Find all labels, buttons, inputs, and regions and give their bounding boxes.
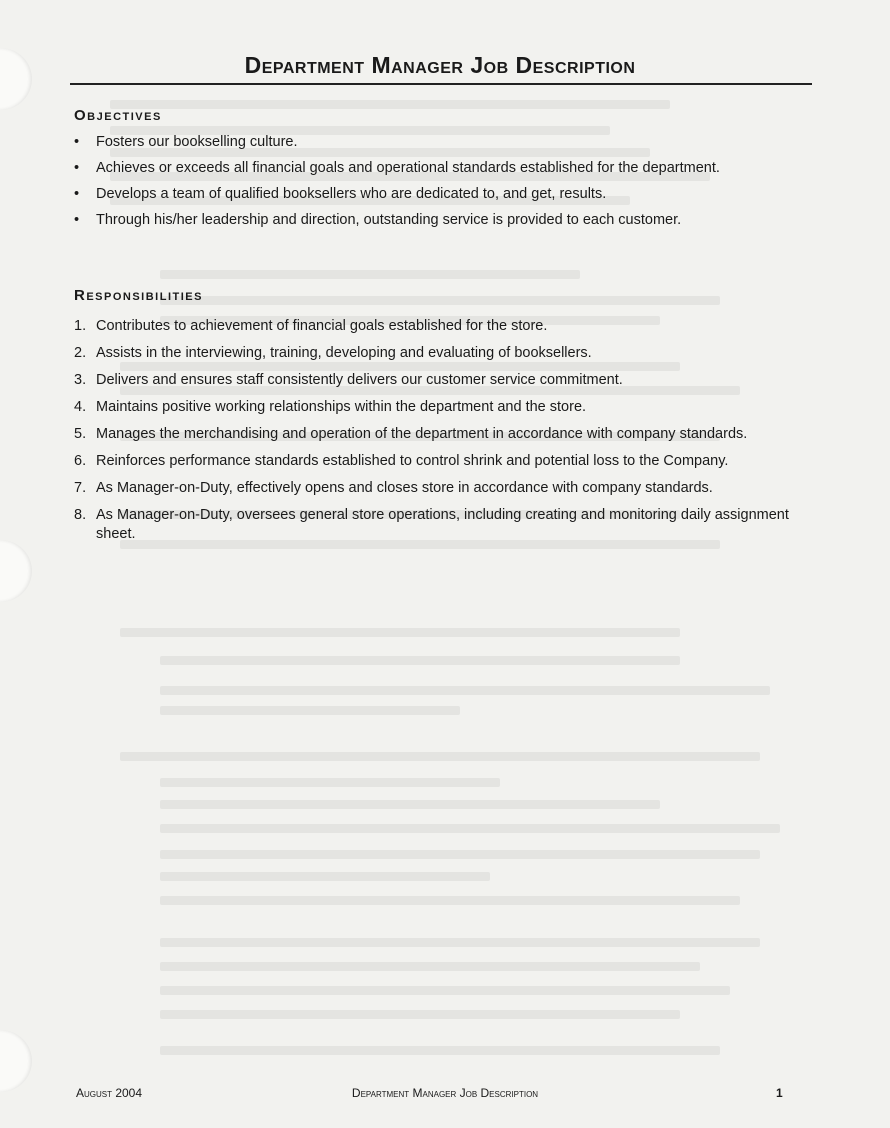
responsibility-text: As Manager-on-Duty, oversees general store operations, including creating and monitoring daily assignment sheet. (96, 507, 789, 542)
objective-text: Fosters our bookselling culture. (96, 134, 298, 150)
binder-hole-mark (0, 48, 32, 110)
objective-text: Achieves or exceeds all financial goals and operational standards established for the department. (96, 160, 720, 176)
document-title: Department Manager Job Description (244, 52, 636, 78)
responsibility-item (74, 398, 804, 417)
objective-item (74, 133, 804, 152)
objective-item (74, 185, 804, 204)
bullet-marker: • (74, 134, 80, 150)
objectives-list (74, 133, 804, 237)
bullet-marker: • (74, 212, 80, 228)
objectives-heading: Objectives (74, 107, 162, 124)
responsibilities-heading: Responsibilities (74, 287, 203, 304)
objective-text: Through his/her leadership and direction, outstanding service is provided to each customer. (96, 212, 682, 228)
responsibility-text: As Manager-on-Duty, effectively opens and closes store in accordance with company standards. (96, 480, 713, 496)
footer-date: August 2004 (76, 1086, 143, 1100)
objective-item (74, 211, 804, 230)
item-number: 4. (74, 399, 87, 415)
binder-hole-mark (0, 540, 32, 602)
responsibility-item (74, 452, 804, 471)
bullet-marker: • (74, 160, 80, 176)
responsibility-text: Manages the merchandising and operation of the department in accordance with company standards. (96, 426, 748, 442)
responsibility-text: Reinforces performance standards established to control shrink and potential loss to the Company. (96, 453, 729, 469)
item-number: 5. (74, 426, 87, 442)
responsibility-text: Assists in the interviewing, training, developing and evaluating of booksellers. (96, 345, 592, 361)
title-underline (70, 83, 812, 85)
binder-hole-mark (0, 1030, 32, 1092)
item-number: 7. (74, 480, 87, 496)
page-number: 1 (776, 1086, 783, 1100)
item-number: 8. (74, 507, 87, 523)
item-number: 1. (74, 318, 87, 334)
bullet-marker: • (74, 186, 80, 202)
item-number: 6. (74, 453, 87, 469)
responsibility-item (74, 371, 804, 390)
responsibility-item (74, 506, 804, 544)
responsibility-text: Maintains positive working relationships within the department and the store. (96, 399, 587, 415)
footer-document-name: Department Manager Job Description (351, 1086, 539, 1100)
responsibility-item (74, 317, 804, 336)
responsibility-item (74, 425, 804, 444)
objective-item (74, 159, 804, 178)
responsibility-item (74, 479, 804, 498)
responsibility-item (74, 344, 804, 363)
objective-text: Develops a team of qualified booksellers who are dedicated to, and get, results. (96, 186, 607, 202)
responsibility-text: Delivers and ensures staff consistently delivers our customer service commitment. (96, 372, 623, 388)
responsibilities-list (74, 317, 804, 552)
item-number: 3. (74, 372, 87, 388)
item-number: 2. (74, 345, 87, 361)
responsibility-text: Contributes to achievement of financial goals established for the store. (96, 318, 548, 334)
